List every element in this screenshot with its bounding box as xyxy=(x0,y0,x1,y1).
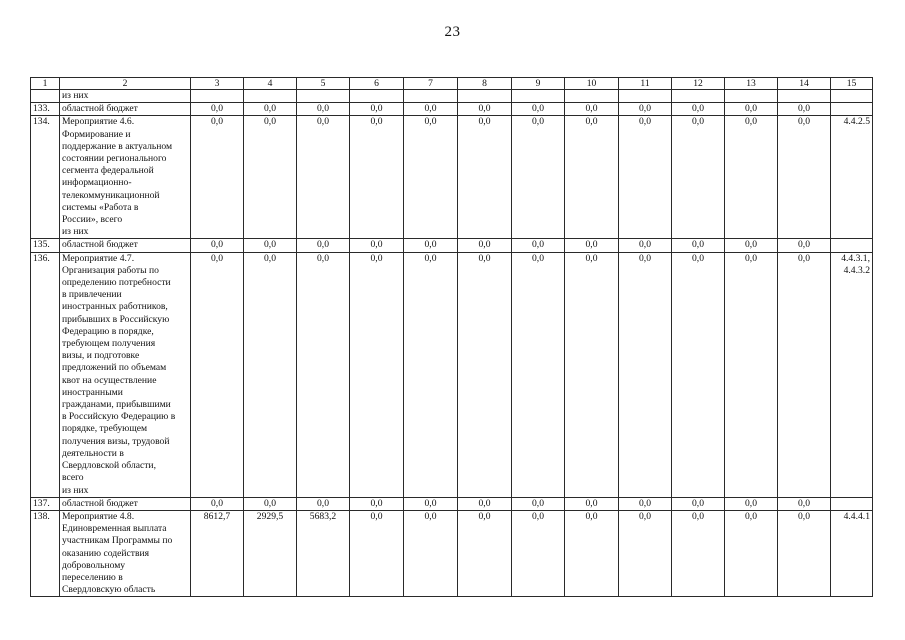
value-cell: 0,0 xyxy=(191,239,244,252)
column-header-10: 10 xyxy=(565,78,619,90)
value-cell: 0,0 xyxy=(565,252,619,497)
column-header-1: 1 xyxy=(31,78,60,90)
value-cell: 0,0 xyxy=(350,252,404,497)
value-cell: 0,0 xyxy=(404,103,458,116)
value-cell: 0,0 xyxy=(672,497,725,510)
row-name: областной бюджет xyxy=(60,103,191,116)
column-header-14: 14 xyxy=(778,78,831,90)
value-cell xyxy=(404,90,458,103)
value-cell: 0,0 xyxy=(191,252,244,497)
target-code xyxy=(831,103,873,116)
column-header-7: 7 xyxy=(404,78,458,90)
value-cell: 2929,5 xyxy=(244,510,297,596)
value-cell: 0,0 xyxy=(672,103,725,116)
value-cell xyxy=(565,90,619,103)
value-cell: 0,0 xyxy=(191,497,244,510)
value-cell: 0,0 xyxy=(778,239,831,252)
value-cell: 0,0 xyxy=(565,239,619,252)
table-row xyxy=(31,252,873,497)
header-row xyxy=(31,78,873,90)
value-cell: 0,0 xyxy=(565,497,619,510)
column-header-2: 2 xyxy=(60,78,191,90)
column-header-8: 8 xyxy=(458,78,512,90)
target-code: 4.4.2.5 xyxy=(831,116,873,239)
value-cell: 0,0 xyxy=(565,103,619,116)
row-name: областной бюджет xyxy=(60,497,191,510)
value-cell: 0,0 xyxy=(778,103,831,116)
value-cell: 0,0 xyxy=(512,510,565,596)
value-cell xyxy=(297,90,350,103)
column-header-3: 3 xyxy=(191,78,244,90)
value-cell: 0,0 xyxy=(404,239,458,252)
row-number xyxy=(31,90,60,103)
value-cell: 0,0 xyxy=(404,252,458,497)
target-code: 4.4.3.1, 4.4.3.2 xyxy=(831,252,873,497)
value-cell xyxy=(512,90,565,103)
value-cell: 0,0 xyxy=(297,103,350,116)
value-cell: 0,0 xyxy=(297,252,350,497)
value-cell: 0,0 xyxy=(244,497,297,510)
value-cell: 0,0 xyxy=(350,497,404,510)
table-row xyxy=(31,497,873,510)
value-cell: 0,0 xyxy=(191,103,244,116)
value-cell: 0,0 xyxy=(458,116,512,239)
value-cell: 0,0 xyxy=(512,497,565,510)
value-cell: 0,0 xyxy=(244,116,297,239)
value-cell: 0,0 xyxy=(404,510,458,596)
value-cell: 0,0 xyxy=(458,103,512,116)
value-cell: 0,0 xyxy=(297,116,350,239)
value-cell: 0,0 xyxy=(512,239,565,252)
column-header-9: 9 xyxy=(512,78,565,90)
table-row xyxy=(31,239,873,252)
value-cell: 0,0 xyxy=(350,103,404,116)
value-cell: 0,0 xyxy=(725,252,778,497)
value-cell: 0,0 xyxy=(778,116,831,239)
value-cell xyxy=(244,90,297,103)
value-cell xyxy=(725,90,778,103)
table-header xyxy=(31,78,873,90)
value-cell: 0,0 xyxy=(619,497,672,510)
value-cell xyxy=(619,90,672,103)
value-cell: 0,0 xyxy=(350,116,404,239)
value-cell: 0,0 xyxy=(191,116,244,239)
value-cell: 0,0 xyxy=(672,252,725,497)
row-name: Мероприятие 4.7. Организация работы по определению потребности в привлечении иностранных работников, прибывших в Российскую Федерацию в порядке, требующем получения визы, и подготовке предложений по объемам квот на осуществление иностранными гражданами, прибывшими в Российскую Федерацию в порядке, требующем получения визы, трудовой деятельности в Свердловской области, всего из них xyxy=(60,252,191,497)
value-cell: 0,0 xyxy=(244,239,297,252)
value-cell: 0,0 xyxy=(297,497,350,510)
row-number: 134. xyxy=(31,116,60,239)
row-number: 135. xyxy=(31,239,60,252)
value-cell: 0,0 xyxy=(725,103,778,116)
column-header-15: 15 xyxy=(831,78,873,90)
target-code xyxy=(831,497,873,510)
row-number: 136. xyxy=(31,252,60,497)
column-header-11: 11 xyxy=(619,78,672,90)
value-cell: 0,0 xyxy=(565,116,619,239)
budget-table xyxy=(30,77,873,597)
target-code xyxy=(831,90,873,103)
row-number: 138. xyxy=(31,510,60,596)
value-cell: 0,0 xyxy=(778,510,831,596)
table-row xyxy=(31,103,873,116)
target-code xyxy=(831,239,873,252)
value-cell: 0,0 xyxy=(672,239,725,252)
target-code: 4.4.4.1 xyxy=(831,510,873,596)
value-cell: 0,0 xyxy=(725,239,778,252)
value-cell xyxy=(350,90,404,103)
value-cell: 0,0 xyxy=(725,510,778,596)
row-number: 133. xyxy=(31,103,60,116)
column-header-13: 13 xyxy=(725,78,778,90)
value-cell: 0,0 xyxy=(458,510,512,596)
value-cell xyxy=(458,90,512,103)
value-cell xyxy=(672,90,725,103)
value-cell: 0,0 xyxy=(619,239,672,252)
value-cell: 0,0 xyxy=(244,252,297,497)
row-name: областной бюджет xyxy=(60,239,191,252)
row-number: 137. xyxy=(31,497,60,510)
column-header-5: 5 xyxy=(297,78,350,90)
value-cell: 0,0 xyxy=(778,497,831,510)
value-cell: 0,0 xyxy=(619,103,672,116)
value-cell: 0,0 xyxy=(672,510,725,596)
value-cell: 0,0 xyxy=(404,497,458,510)
value-cell: 0,0 xyxy=(458,497,512,510)
value-cell: 0,0 xyxy=(512,116,565,239)
value-cell: 5683,2 xyxy=(297,510,350,596)
value-cell: 0,0 xyxy=(672,116,725,239)
value-cell: 0,0 xyxy=(565,510,619,596)
value-cell: 0,0 xyxy=(725,116,778,239)
column-header-12: 12 xyxy=(672,78,725,90)
row-name: из них xyxy=(60,90,191,103)
value-cell: 0,0 xyxy=(350,510,404,596)
value-cell: 0,0 xyxy=(725,497,778,510)
column-header-6: 6 xyxy=(350,78,404,90)
column-header-4: 4 xyxy=(244,78,297,90)
value-cell: 0,0 xyxy=(350,239,404,252)
value-cell: 0,0 xyxy=(458,239,512,252)
row-name: Мероприятие 4.6. Формирование и поддержание в актуальном состоянии регионального сегмента федеральной информационно- телекоммуникационной системы «Работа в России», всего из них xyxy=(60,116,191,239)
value-cell xyxy=(191,90,244,103)
page-number: 23 xyxy=(444,24,461,40)
value-cell: 8612,7 xyxy=(191,510,244,596)
value-cell: 0,0 xyxy=(404,116,458,239)
value-cell: 0,0 xyxy=(619,510,672,596)
table-body xyxy=(31,90,873,597)
value-cell: 0,0 xyxy=(244,103,297,116)
value-cell xyxy=(778,90,831,103)
row-name: Мероприятие 4.8. Единовременная выплата участникам Программы по оказанию содействия добровольному переселению в Свердловскую область xyxy=(60,510,191,596)
value-cell: 0,0 xyxy=(778,252,831,497)
value-cell: 0,0 xyxy=(619,116,672,239)
table-row xyxy=(31,90,873,103)
value-cell: 0,0 xyxy=(512,252,565,497)
value-cell: 0,0 xyxy=(297,239,350,252)
value-cell: 0,0 xyxy=(512,103,565,116)
value-cell: 0,0 xyxy=(619,252,672,497)
table-row xyxy=(31,510,873,596)
table-row xyxy=(31,116,873,239)
value-cell: 0,0 xyxy=(458,252,512,497)
